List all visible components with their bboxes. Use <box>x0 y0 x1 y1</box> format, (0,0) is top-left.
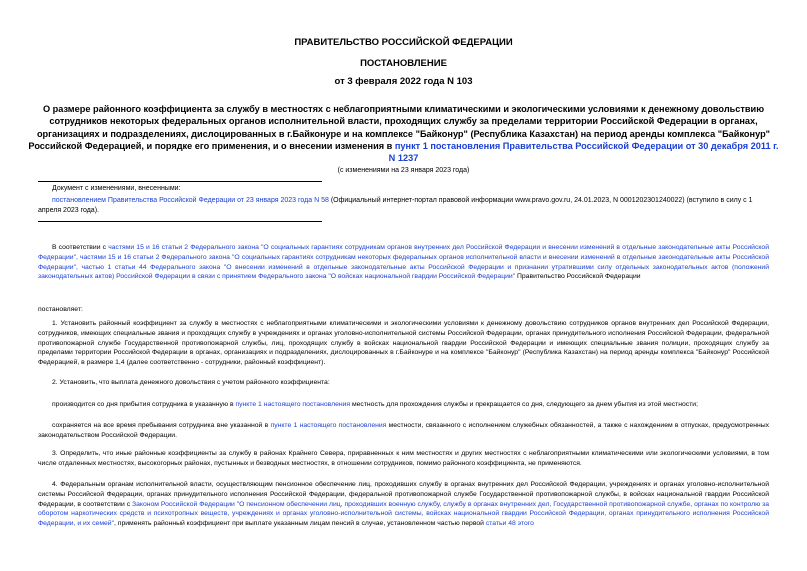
changes-rest: (Официальный интернет-портал правовой информации www.pravo.gov.ru, 24.01.2023, N 0001202301240022) (вступило в силу с 1 апреля 2023 года). <box>38 197 753 214</box>
government-heading: ПРАВИТЕЛЬСТВО РОССИЙСКОЙ ФЕДЕРАЦИИ <box>294 37 513 48</box>
divider-bottom <box>38 221 322 222</box>
p2a-tail: местность для прохождения службы и прекращается со дня, следующего за днем убытия из этой местности; <box>350 401 698 408</box>
paragraph-2-b <box>38 421 769 441</box>
title-link[interactable]: пункт 1 постановления Правительства Российской Федерации от 30 декабря 2011 г. N 1237 <box>388 140 779 164</box>
paragraph-1: 1. Установить районный коэффициент за службу в местностях с неблагоприятными климатическими и экологическими условиями к денежному довольствию сотрудников органов внутренних дел Российской Федерации, сотрудников, имеющих специальные звания и проходящих службу в учреждениях и органах уголовно-исполнительной системы Российской Федерации, органах принудительного исполнения Российской Федерации, федеральной противопожарной службе Государственной противопожарной службы, лиц, проходящих службу в войсках национальной гвардии Российской Федерации и имеющих специальные звания полиции, проходящих службу за пределами территории Российской Федерации в органах, организациях и подразделениях, дислоцированных в г.Байконуре и на комплексе "Байконур" (Республика Казахстан) на период аренды комплекса "Байконур" Российской Федерацией, в размере 1,4 (далее соответственно - сотрудники, районный коэффициент). <box>38 320 769 367</box>
p4-text: 4. Федеральным органам исполнительной власти, осуществляющим пенсионное обеспечение лиц, проходивших службу в органах внутренних дел Российской Федерации, учреждениях и органах уголовно-исполнительной системы Российской Федерации, органах принудительного исполнения Российской Федерации, федеральной противопожарной службе Государственной противопожарной службы, в войсках национальной гвардии Российской Федерации, в соответствии с <box>38 481 769 508</box>
preamble-law-link[interactable]: частями 15 и 16 статьи 2 Федерального закона "О социальных гарантиях сотрудникам органов внутренних дел Российской Федерации и внесении изменений в отдельные законодательные акты Российской Федерации", частями 15 и 16 статьи 2 Федерального закона "О социальных гарантиях сотрудникам некоторых федеральных органов исполнительной власти и внесении изменений в отдельные законодательные акты Российской Федерации", частью 1 статьи 44 Федерального закона "О внесении изменений в отдельные законодательные акты Российской Федерации и признании утратившими силу отдельных законодательных актов (положений законодательных актов) Российской Федерации в связи с принятием Федерального закона "О войсках национальной гвардии Российской Федерации" <box>38 244 769 281</box>
p2a-link[interactable]: пункте 1 настоящего постановления <box>235 401 351 408</box>
paragraph-2: 2. Установить, что выплата денежного довольствия с учетом районного коэффициента: <box>52 379 330 386</box>
changes-heading: Документ с изменениями, внесенными: <box>52 185 181 192</box>
paragraph-2-a <box>38 400 769 410</box>
p2a-text: производится со дня прибытия сотрудника в указанную в <box>52 401 236 408</box>
paragraph-4 <box>38 480 769 529</box>
paragraph-decree: постановляет: <box>38 306 83 313</box>
redaction-note: (с изменениями на 23 января 2023 года) <box>337 167 470 174</box>
divider-top <box>38 181 322 182</box>
p4-tail: , применять районный коэффициент при выплате указанным лицам пенсий в случае, установленном частью первой <box>113 520 486 528</box>
paragraph-preamble <box>38 243 769 282</box>
p2b-link[interactable]: пункте 1 настоящего постановления <box>270 422 387 429</box>
p4-article-link[interactable]: статьи 48 этого <box>485 520 534 528</box>
p2b-text: сохраняется на все время пребывания сотрудника вне указанной в <box>52 422 271 429</box>
preamble-text: В соответствии с <box>52 244 109 251</box>
date-and-number: от 3 февраля 2022 года N 103 <box>334 76 473 87</box>
p2b-tail: местности, связанного с исполнением служебных обязанностей, а также с нахождением в отпусках, предусмотренных законодательством Российской Федерации. <box>38 422 769 439</box>
paragraph-3: 3. Определить, что иные районные коэффициенты за службу в районах Крайнего Севера, приравненных к ним местностях и других местностях с неблагоприятными климатическими или экологическими условиями, в том числе отдаленных местностях, высокогорных районах, пустынных и безводных местностях, в отношении сотрудников, помимо районного коэффициента, не применяются. <box>38 450 769 467</box>
p4-law-link[interactable]: Законом Российской Федерации "О пенсионном обеспечении лиц, проходивших военную службу, службу в органах внутренних дел, Государственной противопожарной службе, органах по контролю за оборотом наркотических средств и психотропных веществ, учреждениях и органах уголовно-исполнительной системы, войсках национальной гвардии Российской Федерации, органах принудительного исполнения Российской Федерации, и их семей" <box>38 500 769 528</box>
changes-body <box>38 196 770 215</box>
changes-link[interactable]: постановлением Правительства Российской Федерации от 23 января 2023 года N 58 <box>52 197 329 204</box>
preamble-tail: Правительство Российской Федерации <box>515 273 641 281</box>
document-title <box>28 103 779 164</box>
title-text: О размере районного коэффициента за службу в местностях с неблагоприятными климатическими и экологическими условиями к денежному довольствию сотрудников некоторых федеральных органов исполнительной власти, проходящих службу за пределами территории Российской Федерации в органах, организациях и подразделениях, дислоцированных в г.Байконуре и на комплексе "Байконур" (Республика Казахстан) на период аренды комплекса "Байконур" Российской Федерацией, и порядке его применения, и о внесении изменения в <box>28 104 771 151</box>
document-type: ПОСТАНОВЛЕНИЕ <box>360 58 447 69</box>
